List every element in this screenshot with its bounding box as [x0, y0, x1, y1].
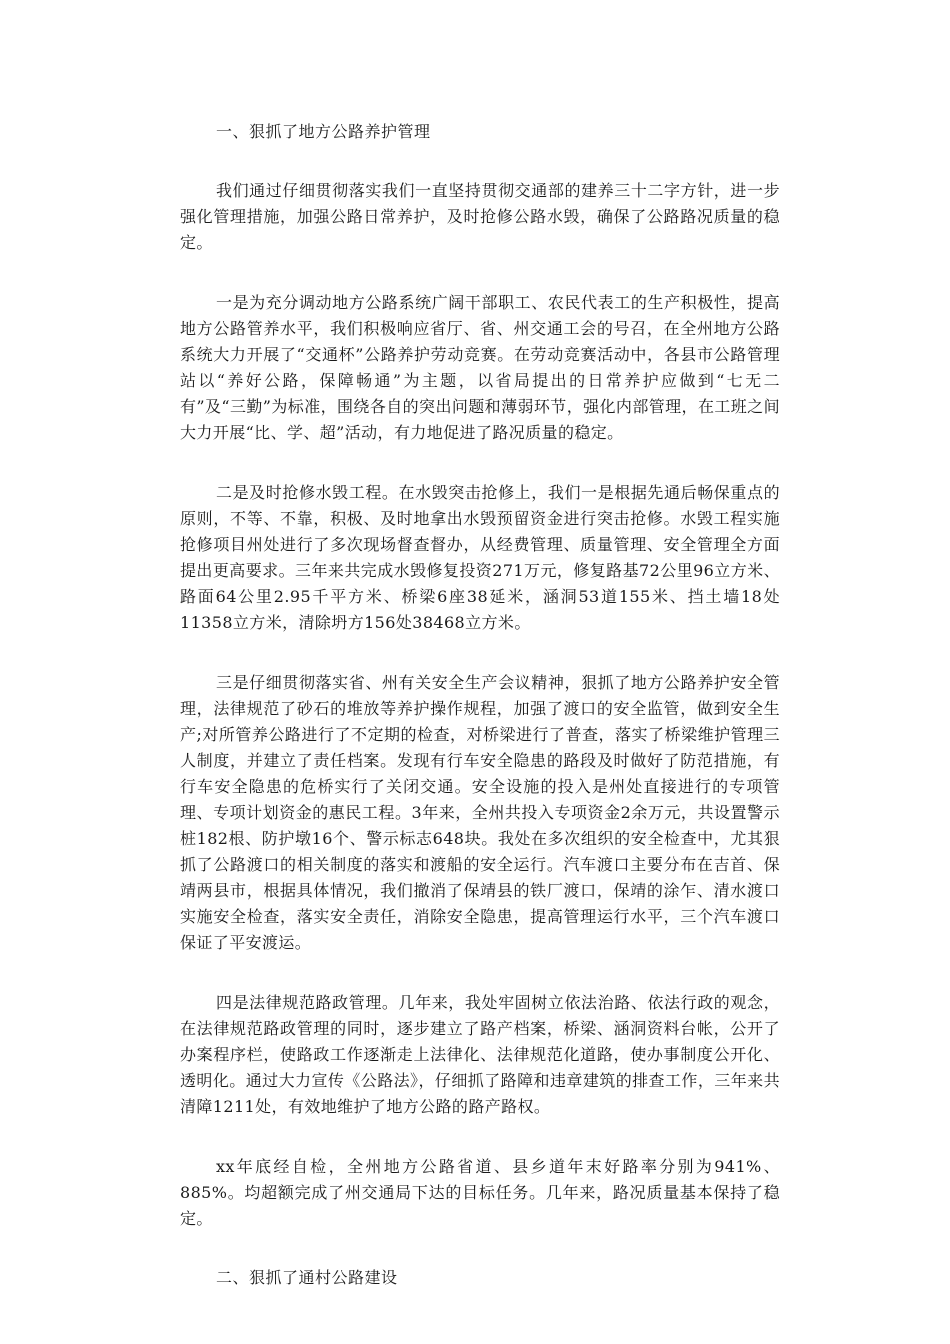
paragraph-four: 四是法律规范路政管理。几年来，我处牢固树立依法治路、依法行政的观念，在法律规范路政管理的同时，逐步建立了路产档案，桥梁、涵洞资料台帐，公开了办案程序栏，使路政工作逐渐走上法律化、法律规范化道路，使办事制度公开化、透明化。通过大力宣传《公路法》，仔细抓了路障和违章建筑的排查工作，三年来共清障1211处，有效地维护了地方公路的路产路权。	[180, 993, 780, 1116]
paragraph-intro: 我们通过仔细贯彻落实我们一直坚持贯彻交通部的建养三十二字方针，进一步强化管理措施，加强公路日常养护，及时抢修公路水毁，确保了公路路况质量的稳定。	[180, 181, 780, 252]
section-heading-2: 二、狠抓了通村公路建设	[216, 1268, 398, 1287]
section-heading-1: 一、狠抓了地方公路养护管理	[216, 122, 431, 141]
paragraph-one: 一是为充分调动地方公路系统广阔干部职工、农民代表工的生产积极性，提高地方公路管养水平，我们积极响应省厅、省、州交通工会的号召，在全州地方公路系统大力开展了“交通杯”公路养护劳动竞赛。在劳动竞赛活动中，各县市公路管理站以“养好公路，保障畅通”为主题，以省局提出的日常养护应做到“七无二有”及“三勤”为标准，围绕各自的突出问题和薄弱环节，强化内部管理，在工班之间大力开展“比、学、超”活动，有力地促进了路况质量的稳定。	[180, 293, 780, 442]
document-page	[180, 120, 780, 1290]
paragraph-two: 二是及时抢修水毁工程。在水毁突击抢修上，我们一是根据先通后畅保重点的原则，不等、不靠，积极、及时地拿出水毁预留资金进行突击抢修。水毁工程实施抢修项目州处进行了多次现场督查督办，从经费管理、质量管理、安全管理全方面提出更高要求。三年来共完成水毁修复投资271万元，修复路基72公里96立方米、路面64公里2.95千平方米、桥梁6座38延米，涵洞53道155米、挡土墙18处11358立方米，清除坍方156处38468立方米。	[180, 483, 780, 632]
paragraph-three: 三是仔细贯彻落实省、州有关安全生产会议精神，狠抓了地方公路养护安全管理，法律规范了砂石的堆放等养护操作规程，加强了渡口的安全监管，做到安全生产;对所管养公路进行了不定期的检查，对桥梁进行了普查，落实了桥梁维护管理三人制度，并建立了责任档案。发现有行车安全隐患的路段及时做好了防范措施，有行车安全隐患的危桥实行了关闭交通。安全设施的投入是州处直接进行的专项管理、专项计划资金的惠民工程。3年来，全州共投入专项资金2余万元，共设置警示桩182根、防护墩16个、警示标志648块。我处在多次组织的安全检查中，尤其狠抓了公路渡口的相关制度的落实和渡船的安全运行。汽车渡口主要分布在吉首、保靖两县市，根据具体情况，我们撤消了保靖县的铁厂渡口，保靖的涂乍、清水渡口实施安全检查，落实安全责任，消除安全隐患，提高管理运行水平，三个汽车渡口保证了平安渡运。	[180, 673, 780, 952]
paragraph-five: xx年底经自检，全州地方公路省道、县乡道年末好路率分别为941%、885%。均超额完成了州交通局下达的目标任务。几年来，路况质量基本保持了稳定。	[180, 1157, 780, 1228]
